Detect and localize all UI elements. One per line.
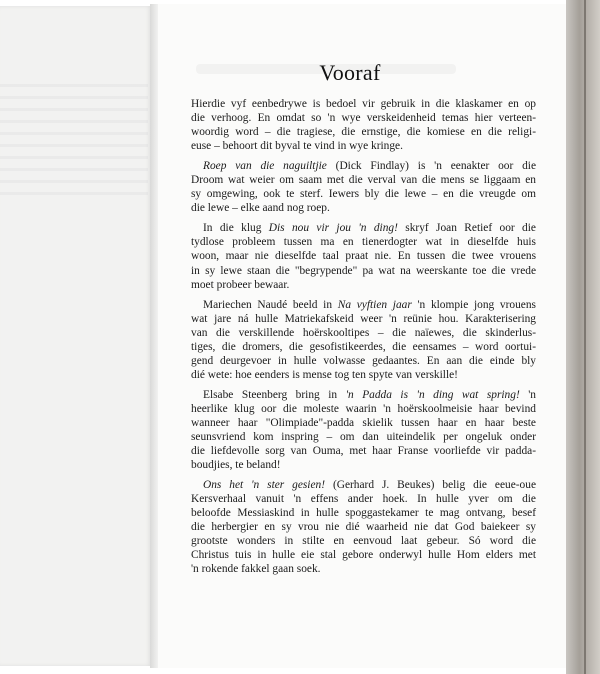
text-line: die lewe – elke aand nog roep. xyxy=(191,202,330,215)
left-page-bleed-through xyxy=(0,84,148,204)
text-line: Roep van die naguiltjie (Dick Findlay) is 'n eenakter oor die xyxy=(203,160,536,173)
text-line: boudjies, te beland! xyxy=(191,459,281,472)
paragraph xyxy=(191,153,536,215)
text-line: Droom wat weier om saam met die verval van die mens se liggaam en xyxy=(191,174,536,187)
book-cover-edge xyxy=(566,0,600,674)
paragraph xyxy=(191,97,536,153)
text-line: Christus tuis in hulle eie stal gebore onderwyl hulle Hom elders met xyxy=(191,549,536,562)
text-line: die herbergier en sy vrou nie dié waarheid nie dat God baiekeer sy xyxy=(191,521,536,534)
text-line: euse – behoort dit byval te vind in wye kringe. xyxy=(191,140,403,153)
text-line: dié wete: hoe eenders is mense tog ten spyte van verskille! xyxy=(191,368,458,381)
foreword-body xyxy=(191,97,536,577)
text-line: tydlose probleem tussen ma en tienerdogter wat in dieselfde huis xyxy=(191,236,536,249)
text-line: die liefdevolle sorg van Ouma, met haar Franse voorliefde vir padda- xyxy=(191,445,536,458)
text-line: in sy lewe staan die "begrypende" pa wat na weerskante toe die vrede xyxy=(191,264,536,277)
text-line: In die klug Dis nou vir jou 'n ding! skryf Joan Retief oor die xyxy=(203,222,536,235)
text-line: moet probeer bewaar. xyxy=(191,278,290,291)
paragraph xyxy=(191,472,536,576)
text-line: woordig word – die tragiese, die ernstige, die komiese en die religi- xyxy=(191,126,536,139)
paragraph xyxy=(191,292,536,382)
text-line: van die verskillende hoërskooltipes – die naïewes, die skinderlus- xyxy=(191,326,536,339)
paragraph xyxy=(191,382,536,472)
text-line: woon, maar nie dieselfde taal praat nie. En tussen die twee vrouens xyxy=(191,250,536,263)
text-line: gend deurgevoer in hulle volwasse gedaantes. En aan die einde bly xyxy=(191,354,536,367)
text-line: Mariechen Naudé beeld in Na vyftien jaar 'n klompie jong vrouens xyxy=(203,298,536,311)
text-line: Hierdie vyf eenbedrywe is bedoel vir gebruik in die klaskamer en op xyxy=(191,98,536,110)
paragraph xyxy=(191,215,536,291)
text-line: heerlike klug oor die moleste waarin 'n hoërskoolmeisie haar bevind xyxy=(191,402,536,415)
text-line: Ons het 'n ster gesien! (Gerhard J. Beukes) belig die eeue-oue xyxy=(203,479,536,492)
text-line: tiges, die dromers, die gesofistikeerdes, die eensames – word oortui- xyxy=(191,340,536,353)
text-line: die verhoog. En omdat so 'n wye verskeidenheid temas hier verteen- xyxy=(191,112,536,125)
text-line: Kersverhaal vanuit 'n effens ander hoek. In hulle yver om die xyxy=(191,493,536,506)
page-title: Vooraf xyxy=(319,60,381,85)
text-line: seunsvriend kom inspring – om dan uiteindelik per ongeluk onder xyxy=(191,431,536,444)
text-line: wat jare ná hulle Matriekafskeid weer 'n reünie hou. Karakterisering xyxy=(191,312,536,325)
text-line: wanneer haar "Olimpiade"-padda skielik tussen haar en haar beste xyxy=(191,416,536,429)
text-line: 'n rokende fakkel gaan soek. xyxy=(191,563,321,576)
text-line: beloofde Messiaskind in hulle spoggastekamer te mag ontvang, besef xyxy=(191,507,536,520)
text-line: Elsabe Steenberg bring in 'n Padda is 'n ding wat spring! 'n xyxy=(203,388,536,401)
text-line: sy omgewing, ook te sterf. Iewers bly die lewe – en die vreugde om xyxy=(191,188,536,201)
text-line: grootste wonders in stilte en eenvoud laat gebeur. Só word die xyxy=(191,535,536,548)
